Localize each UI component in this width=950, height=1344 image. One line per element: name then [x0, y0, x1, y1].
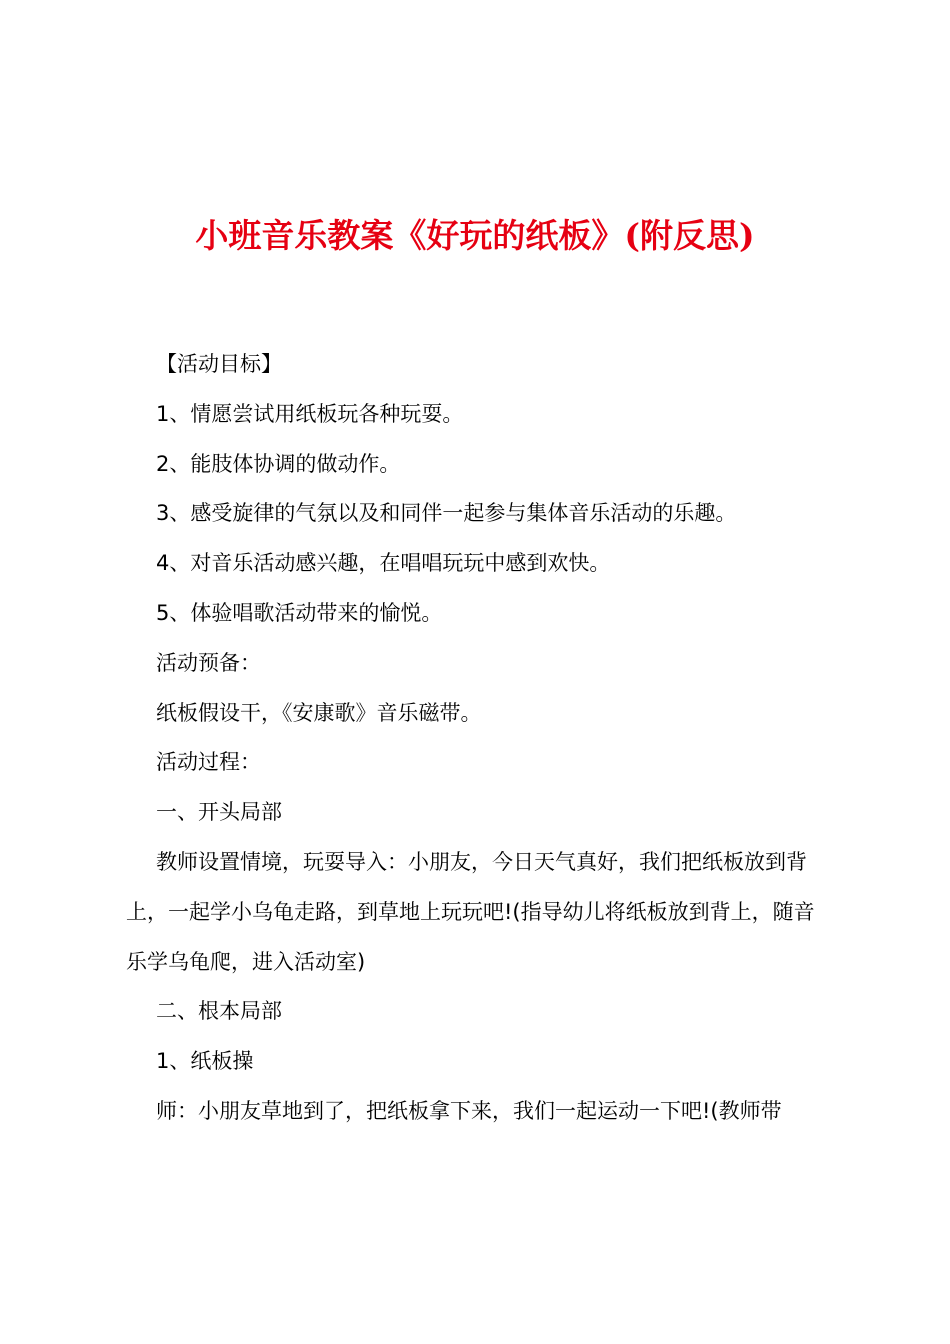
section-heading-preparation: 活动预备： [156, 650, 261, 675]
section-heading-process: 活动过程： [156, 750, 261, 775]
goal-item: 2、能肢体协调的做动作。 [156, 451, 401, 476]
goal-item: 3、感受旋律的气氛以及和同伴一起参与集体音乐活动的乐趣。 [156, 501, 737, 526]
document-body [126, 340, 832, 1137]
goal-item: 1、情愿尝试用纸板玩各种玩耍。 [156, 401, 464, 426]
document-title: 小班音乐教案《好玩的纸板》(附反思) [195, 216, 755, 255]
goal-item: 5、体验唱歌活动带来的愉悦。 [156, 600, 443, 625]
section-heading-goals: 【活动目标】 [156, 352, 282, 376]
preparation-text: 纸板假设干，《安康歌》音乐磁带。 [156, 700, 482, 725]
step-heading: 1、纸板操 [156, 1049, 254, 1074]
body-paragraph: 师：小朋友草地到了，把纸板拿下来，我们一起运动一下吧!(教师带 [156, 1098, 782, 1123]
goal-item: 4、对音乐活动感兴趣，在唱唱玩玩中感到欢快。 [156, 551, 611, 576]
subsection-heading-main: 二、根本局部 [156, 999, 282, 1024]
subsection-heading-opening: 一、开头局部 [156, 800, 282, 825]
body-paragraph: 教师设置情境，玩耍导入：小朋友，今日天气真好，我们把纸板放到背上，一起学小乌龟走路，到草地上玩玩吧!(指导幼儿将纸板放到背上，随音乐学乌龟爬，进入活动室) [126, 849, 815, 974]
